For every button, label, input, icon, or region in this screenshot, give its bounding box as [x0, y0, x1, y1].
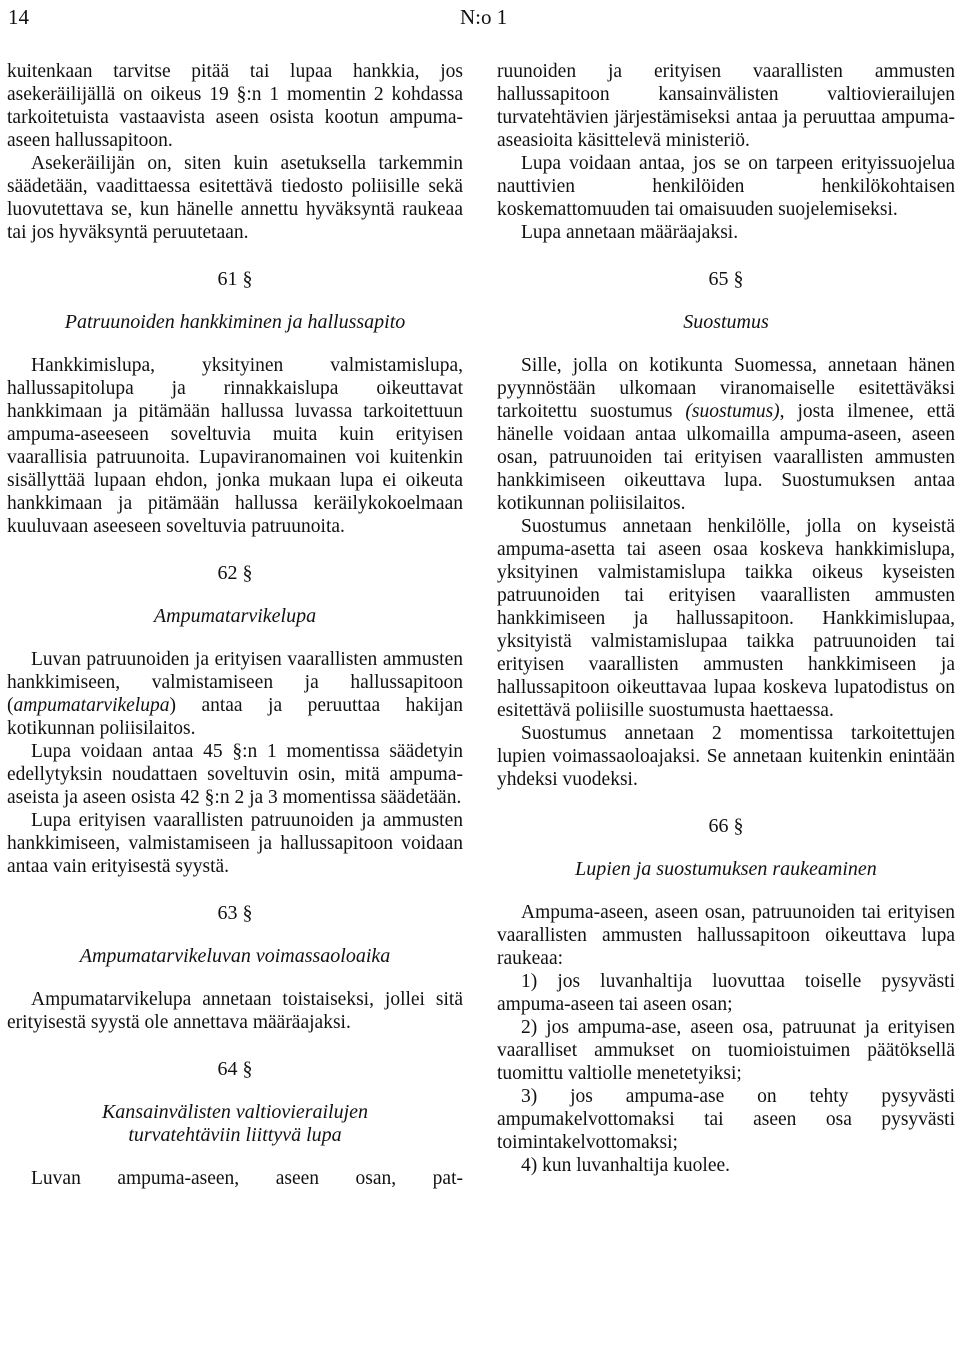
section-62-title: Ampumatarvikelupa [153, 605, 317, 627]
section-65-paragraph-1 [497, 354, 955, 515]
section-64-title-line-2: turvatehtäviin liittyvä lupa [128, 1124, 342, 1146]
section-64-number: 64 § [217, 1058, 253, 1080]
paragraph-continued: kuitenkaan tarvitse pitää tai lupaa hankkia, jos asekeräilijällä on oikeus 19 §:n 1 momentin 2 kohdassa tarkoitetuista vastaavista aseen osista kootun ampuma-aseen hallussapitoon. [7, 61, 463, 151]
section-63-paragraph: Ampumatarvikelupa annetaan toistaiseksi, jollei sitä erityisestä syystä ole annettava määräajaksi. [7, 989, 463, 1033]
list-item: 3) jos ampuma-ase on tehty pysyvästi ampumakelvottomaksi tai aseen osa pysyvästi toimintakelvottomaksi; [497, 1086, 955, 1153]
section-64-title-line-1: Kansainvälisten valtiovierailujen [101, 1101, 369, 1123]
list-item: 1) jos luvanhaltija luovuttaa toiselle pysyvästi ampuma-aseen tai aseen osan; [497, 971, 955, 1015]
section-62-number: 62 § [217, 562, 253, 584]
right-column [497, 60, 955, 1177]
section-63-number: 63 § [217, 902, 253, 924]
defined-term: (suostumus) [685, 401, 780, 422]
section-65-paragraph-3: Suostumus annetaan 2 momentissa tarkoitettujen lupien voimassaoloajaksi. Se annetaan kuitenkin enintään yhdeksi vuodeksi. [497, 723, 955, 790]
left-column [7, 60, 463, 1190]
section-66-title: Lupien ja suostumuksen raukeaminen [575, 858, 877, 880]
section-61-number: 61 § [217, 268, 253, 290]
section-65-title: Suostumus [683, 311, 769, 333]
section-65-number: 65 § [708, 268, 744, 290]
section-64-paragraph-2: Lupa voidaan antaa, jos se on tarpeen erityissuojelua nauttivien henkilöiden henkilökohtaisen koskemattomuuden tai omaisuuden suojelemiseksi. [497, 153, 955, 220]
section-62-paragraph-1 [7, 648, 463, 740]
list-item: 2) jos ampuma-ase, aseen osa, patruunat ja erityisen vaaralliset ammukset on tuomioistuimen päätöksellä tuomittu valtiolle menetetyiksi; [497, 1017, 955, 1084]
page-number: 14 [8, 5, 29, 29]
defined-term: ampumatarvikelupa [13, 695, 170, 716]
section-64-paragraph-3: Lupa annetaan määräajaksi. [521, 222, 739, 243]
section-66-paragraph: Ampuma-aseen, aseen osan, patruunoiden tai erityisen vaarallisten ammusten hallussapitoon oikeuttava lupa raukeaa: [497, 902, 955, 969]
list-item: 4) kun luvanhaltija kuolee. [521, 1155, 731, 1176]
text-run: Sille, jolla on kotikunta Suomessa, annetaan hänen pyynnöstään ulkomaan viranomaiselle esitettäväksi tarkoitettu suostumus [497, 355, 955, 422]
section-64-paragraph-end: ruunoiden ja erityisen vaarallisten ammusten hallussapitoon kansainvälisten valtiovierailujen turvatehtävien järjestämiseksi antaa ja peruuttaa ampuma-aseasioita käsittelevä ministeriö. [497, 61, 955, 151]
paragraph-asekerailija: Asekeräilijän on, siten kuin asetuksella tarkemmin säädetään, vaadittaessa esitettävä tiedosto poliisille sekä luovutettava se, kun hänelle annettu hyväksyntä raukeaa tai jos hyväksyntä peruutetaan. [7, 153, 463, 243]
section-61-paragraph: Hankkimislupa, yksityinen valmistamislupa, hallussapitolupa ja rinnakkaislupa oikeuttavat hankkimaan ja pitämään hallussa luvassa tarkoitettuun ampuma-aseeseen soveltuvia muita kuin erityisen vaarallisia patruunoita. Lupaviranomainen voi kuitenkin sisällyttää lupaan ehdon, jonka mukaan lupa ei oikeuta hankkimaan ja pitämään hallussa keräilykokoelmaan kuuluvaan aseeseen soveltuvia patruunoita. [7, 355, 463, 537]
section-64-title [7, 1101, 463, 1147]
section-66-number: 66 § [708, 815, 744, 837]
page-header [8, 6, 952, 32]
text-run: ) antaa ja peruuttaa hakijan kotikunnan poliisilaitos. [7, 695, 463, 739]
text-run: Luvan patruunoiden ja erityisen vaarallisten ammusten hankkimiseen, valmistamiseen ja hallussapitoon ( [7, 649, 463, 716]
section-62-paragraph-2: Lupa voidaan antaa 45 §:n 1 momentissa säädetyin edellytyksin noudattaen soveltuvin osin, mitä ampuma-aseista ja aseen osista 42 §:n 2 ja 3 momentissa säädetään. [7, 741, 463, 808]
text-run: , josta ilmenee, että hänelle voidaan antaa ulkomailla ampuma-aseen, aseen osan, patruunoiden tai erityisen vaarallisten ammusten hankkimiseen oikeuttava lupa. Suostumuksen antaa kotikunnan poliisilaitos. [497, 401, 955, 514]
section-62-paragraph-3: Lupa erityisen vaarallisten patruunoiden ja ammusten hankkimiseen, valmistamiseen ja hallussapitoon voidaan antaa vain erityisestä syystä. [7, 810, 463, 877]
section-65-paragraph-2: Suostumus annetaan henkilölle, jolla on kyseistä ampuma-asetta tai aseen osaa koskeva hankkimislupa, yksityinen valmistamislupa taikka oikeus kyseisten patruunoiden tai erityisen vaarallisten ammusten hankkimiseen ja hallussapitoon. Hankkimislupaa, yksityistä valmistamislupaa taikka patruunoiden tai erityisen vaarallisten ammusten hankkimiseen ja hallussapitoon oikeuttavaa lupaa koskeva lupatodistus on esitettävä poliisille suostumusta haettaessa. [497, 516, 955, 721]
section-63-title: Ampumatarvikeluvan voimassaoloaika [79, 945, 391, 967]
section-61-title: Patruunoiden hankkiminen ja hallussapito [64, 311, 406, 333]
section-64-paragraph-start: Luvan ampuma-aseen, aseen osan, pat- [31, 1168, 463, 1189]
issue-number: N:o 1 [460, 5, 508, 29]
